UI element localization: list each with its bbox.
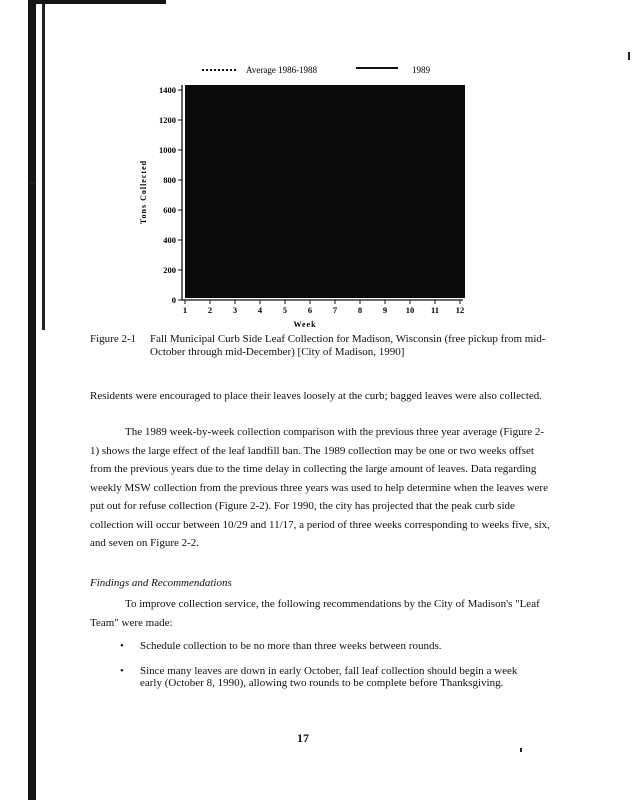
x-axis-title: Week: [293, 320, 317, 329]
x-tick-label: 7: [332, 305, 338, 315]
y-tick-label: 1000: [159, 145, 176, 155]
x-tick-label: 4: [257, 305, 263, 315]
recommendation-text: Since many leaves are down in early October, fall leaf collection should begin a week early (October 8, 1990), allowing two rounds to be complete before Thanksgiving.: [140, 665, 518, 689]
bullet-mark: •: [120, 665, 124, 677]
scan-speck: [628, 52, 630, 60]
x-tick-label: 10: [405, 305, 415, 315]
paragraph-comparison: [90, 423, 550, 553]
x-tick-label: 6: [307, 305, 313, 315]
y-axis-title: Tons Collected: [139, 159, 148, 225]
y-tick-label: 800: [163, 175, 176, 185]
y-tick-label: 1200: [159, 115, 176, 125]
scan-edge-left: [28, 0, 36, 800]
paragraph-intro: [90, 595, 550, 632]
y-tick-label: 1400: [159, 85, 176, 95]
figure-caption-text: Fall Municipal Curb Side Leaf Collection for Madison, Wisconsin (free pickup from mid-October through mid-December) [City of Madison, 1990]: [150, 333, 546, 358]
x-tick-label: 9: [382, 305, 388, 315]
y-tick-label: 600: [163, 205, 176, 215]
paragraph-intro-text: To improve collection service, the following recommendations by the City of Madison's "Leaf Team" were made:: [90, 598, 540, 629]
y-tick-label: 400: [163, 235, 176, 245]
page-number: 17: [297, 731, 309, 745]
scan-edge-top: [36, 0, 166, 4]
paragraph-comparison-text: The 1989 week-by-week collection comparison with the previous three year average (Figure 2-1) shows the large effect of the leaf landfill ban. The 1989 collection may be one or two weeks offset from the previous years due to the time delay in collecting the large amount of leaves. Data regarding weekly MSW collection from the previous three years was used to help determine when the leaves were put out for refuse collection (Figure 2-2). For 1990, the city has projected that the peak curb side collection will occur between 10/29 and 11/17, a period of three weeks corresponding to weeks five, six, and seven on Figure 2-2.: [90, 426, 550, 549]
x-tick-label: 11: [430, 305, 440, 315]
x-tick-label: 2: [207, 305, 213, 315]
scan-edge-left-inner: [42, 0, 45, 330]
x-tick-label: 8: [357, 305, 363, 315]
legend-label-1989: 1989: [412, 65, 430, 75]
recommendation-text: Schedule collection to be no more than three weeks between rounds.: [140, 640, 442, 652]
x-tick-label: 5: [282, 305, 288, 315]
x-tick-label: 1: [182, 305, 188, 315]
leaf-collection-chart: [130, 60, 470, 335]
section-heading: Findings and Recommendations: [90, 577, 232, 589]
plot-area: [185, 85, 465, 298]
legend-label-average: Average 1986-1988: [246, 65, 318, 75]
paragraph-residents: Residents were encouraged to place their leaves loosely at the curb; bagged leaves were also collected.: [90, 390, 543, 402]
x-tick-label: 12: [455, 305, 465, 315]
bullet-mark: •: [120, 640, 124, 652]
scan-speck: [520, 748, 522, 752]
figure-caption: [90, 333, 550, 358]
scan-speck: [30, 182, 36, 184]
figure-label: Figure 2-1: [90, 333, 137, 345]
y-tick-label: 0: [171, 295, 176, 305]
x-tick-label: 3: [232, 305, 238, 315]
y-tick-label: 200: [163, 265, 176, 275]
